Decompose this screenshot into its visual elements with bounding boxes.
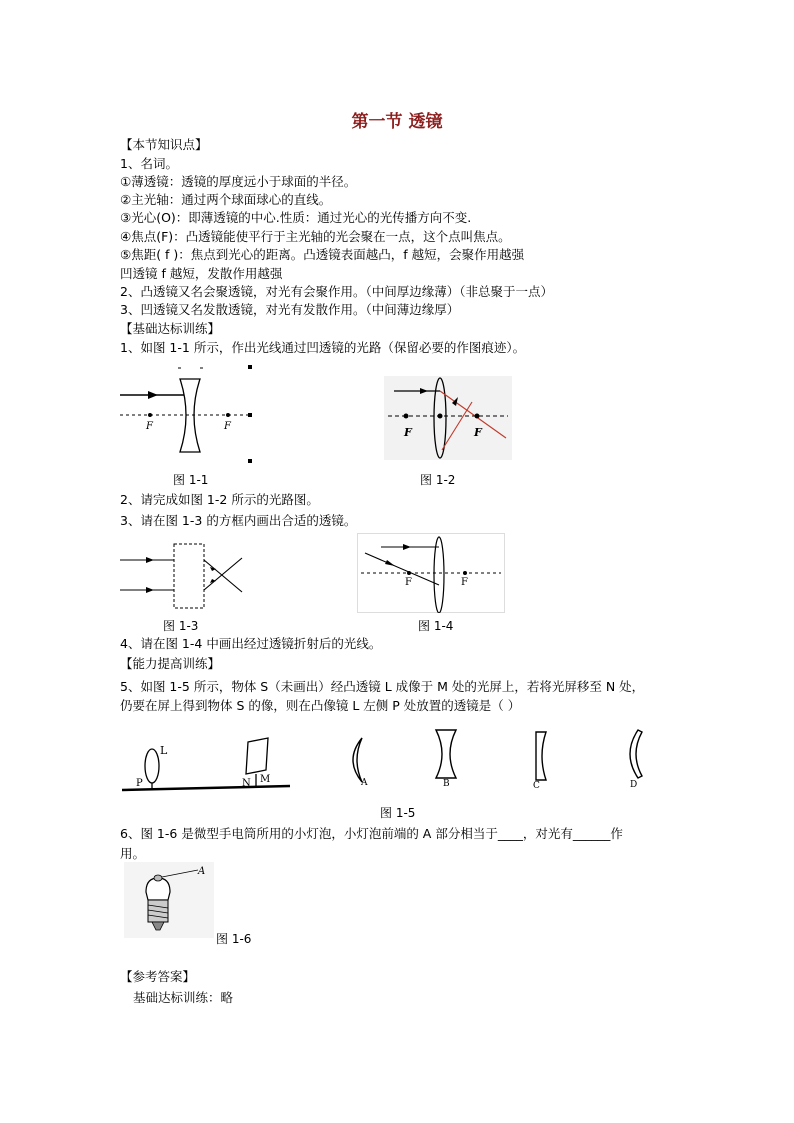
focus-label: F — [461, 577, 468, 588]
label-a: A — [198, 866, 206, 877]
option-a-label: A — [361, 778, 368, 788]
focus-label: F — [405, 577, 412, 588]
focus-label: F — [224, 421, 231, 432]
text-line: ⑤焦距( f )：焦点到光心的距离。凸透镜表面越凸，f 越短，会聚作用越强 — [120, 247, 525, 262]
section-knowledge: 【本节知识点】 — [120, 137, 208, 152]
text-line: 凹透镜 f 越短，发散作用越强 — [120, 266, 283, 281]
caption-figure-1-4: 图 1-4 — [418, 619, 454, 633]
text-line: 3、凹透镜又名发散透镜，对光有发散作用。（中间薄边缘厚） — [120, 302, 460, 317]
question-3: 3、请在图 1-3 的方框内画出合适的透镜。 — [120, 513, 357, 528]
option-b-label: B — [443, 779, 450, 789]
question-2: 2、请完成如图 1-2 所示的光路图。 — [120, 492, 319, 507]
figure-1-5 — [118, 720, 678, 800]
answer-text: 基础达标训练：略 — [133, 990, 234, 1005]
caption-figure-1-6: 图 1-6 — [216, 932, 252, 946]
figure-1-1 — [118, 365, 258, 465]
option-d-label: D — [630, 780, 638, 790]
text-line: ②主光轴：通过两个球面球心的直线。 — [120, 192, 332, 207]
question-6-line-1: 6、图 1-6 是微型手电筒所用的小灯泡，小灯泡前端的 A 部分相当于____，对光有______作 — [120, 826, 623, 841]
caption-figure-1-5: 图 1-5 — [380, 806, 416, 820]
focus-label: F — [146, 421, 153, 432]
text-line: ③光心(O)：即薄透镜的中心.性质：通过光心的光传播方向不变. — [120, 210, 472, 225]
text-line: ④焦点(F)：凸透镜能使平行于主光轴的光会聚在一点，这个点叫焦点。 — [120, 229, 511, 244]
text-line: ①薄透镜：透镜的厚度远小于球面的半径。 — [120, 174, 357, 189]
question-1: 1、如图 1-1 所示，作出光线通过凹透镜的光路（保留必要的作图痕迹）。 — [120, 340, 526, 355]
option-c-label: C — [533, 781, 540, 791]
focus-label: F — [404, 426, 412, 439]
caption-figure-1-1: 图 1-1 — [173, 473, 209, 487]
figure-1-4 — [357, 533, 505, 613]
question-5-line-1: 5、如图 1-5 所示，物体 S（未画出）经凸透镜 L 成像于 M 处的光屏上，若将光屏移至 N 处， — [120, 679, 645, 694]
text-line: 1、名词。 — [120, 156, 178, 171]
label-l: L — [160, 744, 168, 757]
page-title: 第一节 透镜 — [351, 112, 443, 132]
section-basic: 【基础达标训练】 — [120, 321, 221, 336]
label-n: N — [242, 778, 251, 789]
focus-label: F — [474, 426, 482, 439]
label-m: M — [260, 774, 271, 785]
figure-1-6 — [124, 862, 214, 938]
question-5-line-2: 仍要在屏上得到物体 S 的像，则在凸像镜 L 左侧 P 处放置的透镜是（ ） — [120, 698, 521, 713]
caption-figure-1-3: 图 1-3 — [163, 619, 199, 633]
text-line: 2、凸透镜又名会聚透镜，对光有会聚作用。（中间厚边缘薄）（非总聚于一点） — [120, 284, 553, 299]
question-4: 4、请在图 1-4 中画出经过透镜折射后的光线。 — [120, 636, 382, 651]
figure-1-3 — [118, 540, 248, 614]
question-6-line-2: 用。 — [120, 846, 146, 861]
caption-figure-1-2: 图 1-2 — [420, 473, 456, 487]
section-advanced: 【能力提高训练】 — [120, 656, 221, 671]
figure-1-2 — [384, 376, 512, 460]
section-answers: 【参考答案】 — [120, 969, 196, 984]
label-p: P — [136, 778, 143, 789]
